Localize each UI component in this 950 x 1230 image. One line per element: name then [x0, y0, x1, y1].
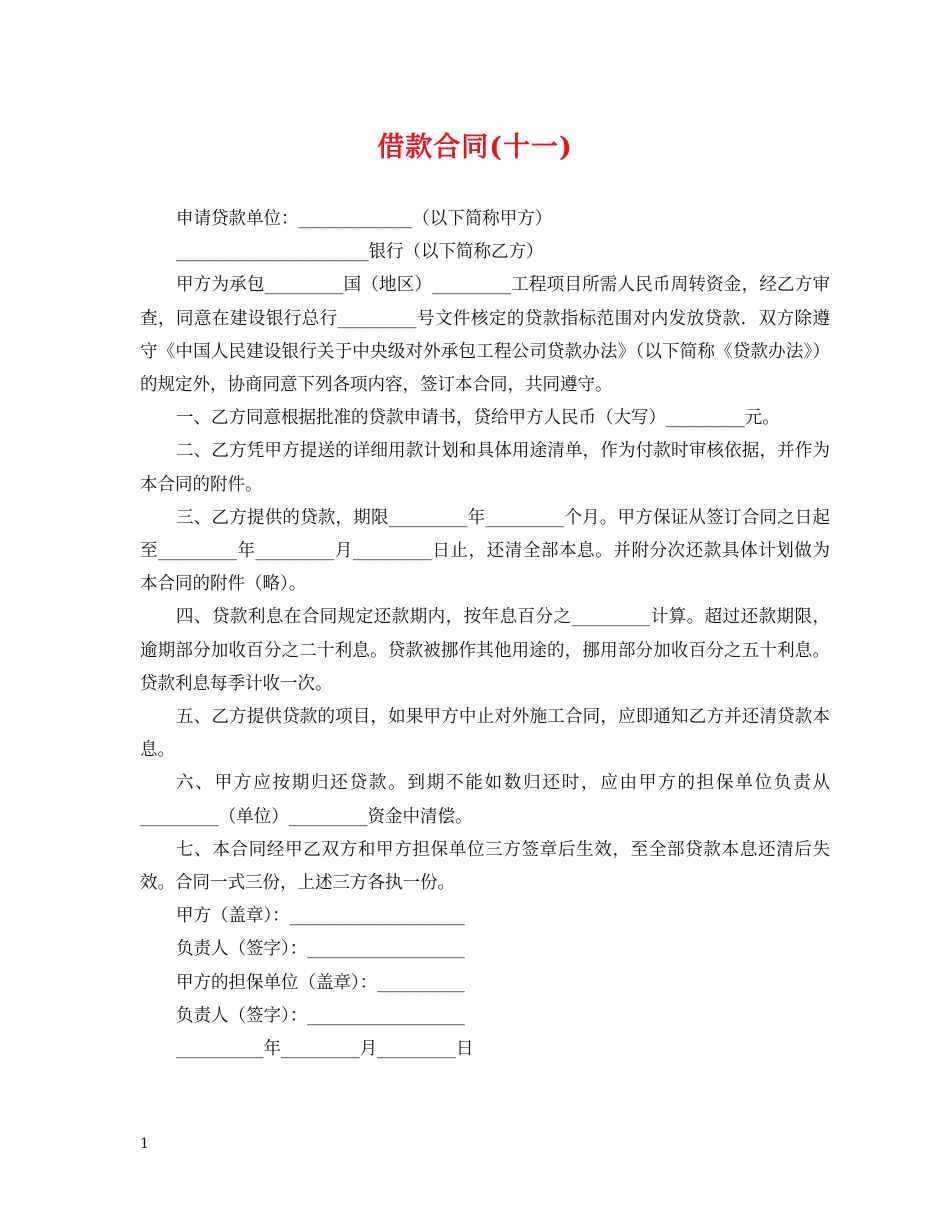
clause-2: 二、乙方凭甲方提送的详细用款计划和具体用途清单，作为付款时审核依据，并作为本合同的附件。	[140, 441, 830, 495]
clause-7: 七、本合同经甲乙双方和甲方担保单位三方签章后生效，至全部贷款本息还清后失效。合同一式三份，上述三方各执一份。	[140, 839, 830, 894]
bank-line: ______________________银行（以下简称乙方）	[176, 242, 544, 263]
clause-1: 一、乙方同意根据批准的贷款申请书，贷给甲方人民币（大写）_________元。	[176, 408, 780, 429]
party-a-signatory-line: 负责人（签字）：__________________	[176, 939, 465, 960]
applicant-line: 申请贷款单位：_____________（以下简称甲方）	[176, 209, 553, 229]
party-a-seal-line: 甲方（盖章）：____________________	[176, 906, 465, 927]
contract-body	[140, 203, 830, 1066]
clause-5: 五、乙方提供贷款的项目，如果甲方中止对外施工合同，应即通知乙方并还清贷款本息。	[140, 707, 830, 761]
page-number: 1	[140, 1136, 149, 1152]
preamble-paragraph: 甲方为承包_________国（地区）_________工程项目所需人民币周转资金，经乙方审查，同意在建设银行总行_________号文件核定的贷款指标范围对内发放贷款．双方除遵守《中国人民建设银行关于中央级对外承包工程公司贷款办法》（以下简称《贷款办法》）的规定外，协商同意下列各项内容，签订本合同，共同遵守。	[140, 275, 830, 396]
clause-3: 三、乙方提供的贷款，期限_________年_________个月。甲方保证从签订合同之日起至_________年_________月_________日止，还清全部本息。并附分次还款具体计划做为本合同的附件（略）。	[140, 507, 830, 595]
clause-4: 四、贷款利息在合同规定还款期内，按年息百分之_________计算。超过还款期限，逾期部分加收百分之二十利息。贷款被挪作其他用途的，挪用部分加收百分之五十利息。贷款利息每季计收一次。	[140, 607, 830, 694]
guarantor-seal-line: 甲方的担保单位（盖章）：__________	[176, 972, 465, 993]
guarantor-signatory-line: 负责人（签字）：__________________	[176, 1005, 465, 1026]
date-line: __________年_________月_________日	[176, 1039, 474, 1060]
clause-6: 六、甲方应按期归还贷款。到期不能如数归还时，应由甲方的担保单位负责从_________（单位）_________资金中清偿。	[140, 773, 830, 827]
document-title: 借款合同(十一)	[377, 132, 573, 163]
